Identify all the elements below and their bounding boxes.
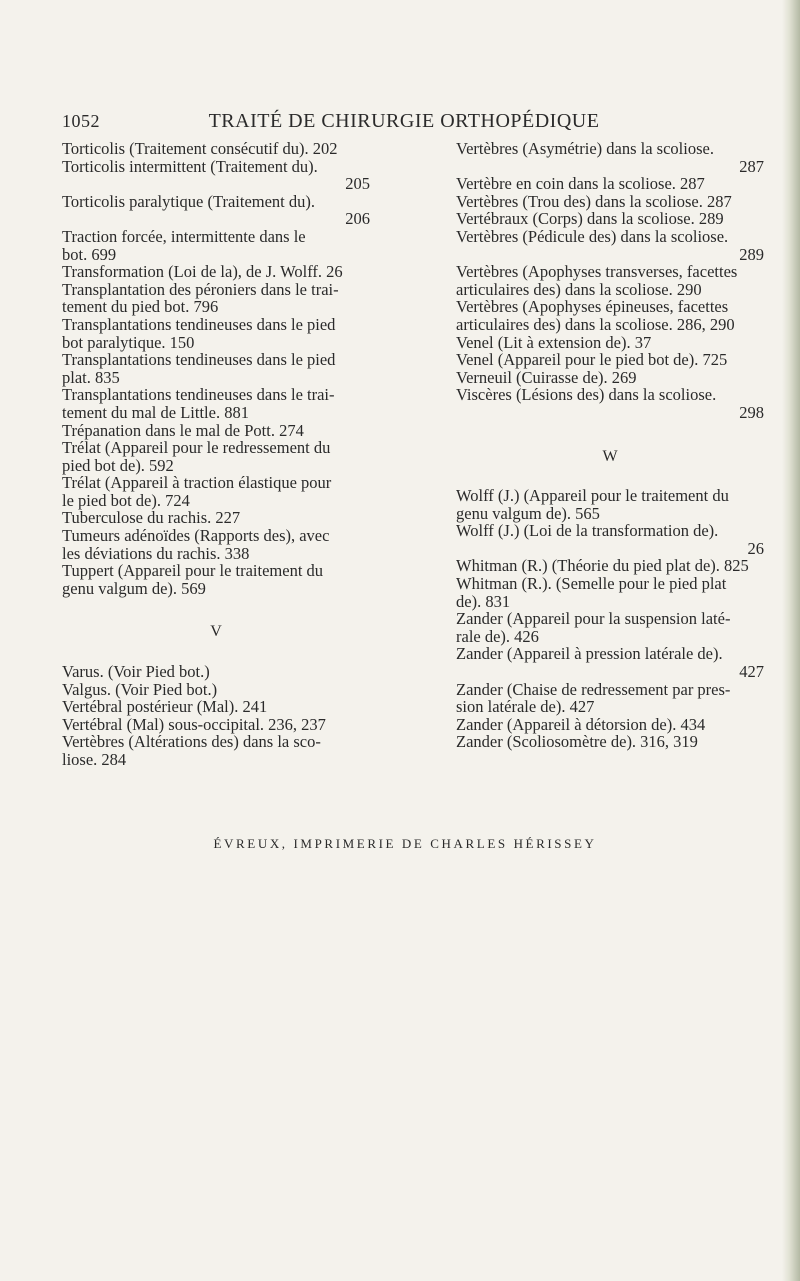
index-entry: [62, 474, 370, 509]
index-entry-line: Tuberculose du rachis. 227: [62, 508, 241, 528]
index-entry: [456, 263, 764, 298]
index-entry-line: Transplantation des péroniers dans le trai-: [62, 279, 339, 299]
index-entry: [456, 386, 764, 421]
index-entry-line: bot. 699: [62, 244, 117, 264]
index-entry-line: Transplantations tendineuses dans le pied: [62, 314, 336, 334]
index-entry-line: Torticolis intermittent (Traitement du).: [62, 156, 318, 176]
index-entry-line: Whitman (R.). (Semelle pour le pied plat: [456, 574, 727, 594]
index-entry-line: Vertèbre en coin dans la scoliose. 287: [456, 174, 705, 194]
index-entry-line: Whitman (R.) (Théorie du pied plat de). 825: [456, 556, 749, 576]
index-entry-line: bot paralytique. 150: [62, 332, 195, 352]
index-entry-line: plat. 835: [62, 367, 120, 387]
index-entry-line: articulaires des) dans la scoliose. 290: [456, 279, 702, 299]
index-entry-line: Venel (Appareil pour le pied bot de). 725: [456, 350, 728, 370]
index-entry: [62, 439, 370, 474]
index-entry: [456, 351, 764, 369]
section-letter-v: V: [210, 623, 222, 641]
index-entry: [456, 369, 764, 387]
section-letter-w: W: [602, 447, 618, 465]
index-entry: [456, 575, 764, 610]
index-entry-line: Transplantations tendineuses dans le pied: [62, 350, 336, 370]
index-entry: [62, 681, 370, 699]
index-entry: [62, 716, 370, 734]
index-entry: [456, 522, 764, 557]
index-entry: [456, 210, 764, 228]
index-entry: [456, 175, 764, 193]
index-entry-line: Tumeurs adénoïdes (Rapports des), avec: [62, 526, 330, 546]
index-column-left: [62, 140, 370, 769]
index-entry-line: Vertèbres (Altérations des) dans la sco-: [62, 732, 321, 752]
index-entry-line: Traction forcée, intermittente dans le: [62, 226, 306, 246]
printer-imprint: ÉVREUX, IMPRIMERIE DE CHARLES HÉRISSEY: [213, 836, 597, 851]
index-entry-line: Vertébral (Mal) sous-occipital. 236, 237: [62, 714, 326, 734]
index-entry-line: articulaires des) dans la scoliose. 286, 290: [456, 314, 735, 334]
index-entry-line: Vertèbres (Apophyses transverses, facettes: [456, 262, 738, 282]
index-list-v: [62, 663, 370, 769]
index-entry: [456, 334, 764, 352]
index-entry: [62, 663, 370, 681]
index-entry: [62, 698, 370, 716]
index-entry-line: rale de). 426: [456, 626, 539, 646]
index-entry: [456, 716, 764, 734]
index-entry: [62, 281, 370, 316]
index-entry-line: sion latérale de). 427: [456, 697, 595, 717]
index-entry-line: Wolff (J.) (Appareil pour le traitement du: [456, 486, 729, 506]
index-entry-line: Zander (Appareil à pression latérale de).: [456, 644, 723, 664]
index-entry: [456, 140, 764, 175]
index-entry-line: Varus. (Voir Pied bot.): [62, 662, 210, 682]
index-entry-line: Torticolis (Traitement consécutif du). 202: [62, 139, 338, 158]
index-entry: [456, 610, 764, 645]
index-entry-line: 427: [739, 662, 764, 682]
index-list-w-z: [456, 487, 764, 751]
index-entry: [62, 140, 370, 158]
page-number: 1052: [62, 111, 100, 131]
index-entry-line: liose. 284: [62, 750, 127, 769]
index-list-v-continued: [456, 140, 764, 422]
index-entry-line: Torticolis paralytique (Traitement du).: [62, 191, 316, 211]
index-entry-line: Tuppert (Appareil pour le traitement du: [62, 561, 324, 581]
index-entry: [62, 509, 370, 527]
index-entry-line: Trépanation dans le mal de Pott. 274: [62, 420, 304, 440]
index-entry-line: 289: [739, 244, 764, 264]
index-entry-line: Valgus. (Voir Pied bot.): [62, 679, 218, 699]
index-entry-line: Vertèbres (Asymétrie) dans la scoliose.: [456, 139, 714, 158]
index-entry-line: 26: [747, 538, 764, 558]
index-entry: [456, 487, 764, 522]
index-entry: [456, 645, 764, 680]
index-entry-line: Zander (Chaise de redressement par pres-: [456, 679, 731, 699]
index-entry-line: Vertèbres (Apophyses épineuses, facettes: [456, 297, 729, 317]
index-entry: [456, 557, 764, 575]
index-entry: [62, 228, 370, 263]
index-entry-line: tement du mal de Little. 881: [62, 402, 249, 422]
index-entry-line: Vertèbres (Pédicule des) dans la scoliose.: [456, 226, 729, 246]
index-entry: [62, 562, 370, 597]
index-entry-line: 287: [739, 156, 764, 176]
page-header: [62, 110, 748, 133]
index-entry-line: Zander (Scoliosomètre de). 316, 319: [456, 732, 698, 752]
index-list-t: [62, 140, 370, 597]
index-entry-line: Transformation (Loi de la), de J. Wolff. 26: [62, 262, 343, 282]
index-entry-line: genu valgum de). 565: [456, 503, 600, 523]
index-entry: [456, 681, 764, 716]
index-entry-line: Viscères (Lésions des) dans la scoliose.: [456, 385, 717, 405]
index-entry-line: genu valgum de). 569: [62, 578, 206, 598]
index-entry-line: Trélat (Appareil à traction élastique pour: [62, 473, 332, 493]
index-entry-line: Vertébraux (Corps) dans la scoliose. 289: [456, 209, 724, 229]
index-entry-line: 206: [345, 209, 370, 229]
index-entry: [62, 422, 370, 440]
index-entry: [456, 228, 764, 263]
index-entry: [62, 158, 370, 193]
index-entry: [62, 316, 370, 351]
index-entry-line: Vertébral postérieur (Mal). 241: [62, 697, 268, 717]
index-entry-line: pied bot de). 592: [62, 455, 174, 475]
index-entry-line: les déviations du rachis. 338: [62, 543, 250, 563]
index-entry: [456, 298, 764, 333]
index-entry: [62, 527, 370, 562]
running-title: TRAITÉ DE CHIRURGIE ORTHOPÉDIQUE: [208, 110, 600, 132]
index-entry: [456, 193, 764, 211]
index-entry: [62, 263, 370, 281]
index-entry-line: Transplantations tendineuses dans le trai-: [62, 385, 335, 405]
index-entry-line: Verneuil (Cuirasse de). 269: [456, 367, 637, 387]
index-entry-line: 205: [345, 174, 370, 194]
index-entry-line: 298: [739, 402, 764, 422]
index-entry-line: Wolff (J.) (Loi de la transformation de).: [456, 521, 719, 541]
index-entry-line: Vertèbres (Trou des) dans la scoliose. 287: [456, 191, 732, 211]
page-edge-shadow: [782, 0, 800, 1281]
index-entry: [62, 733, 370, 768]
index-entry: [62, 386, 370, 421]
index-entry: [62, 351, 370, 386]
index-column-right: [456, 140, 764, 751]
index-entry-line: le pied bot de). 724: [62, 490, 190, 510]
index-entry-line: Trélat (Appareil pour le redressement du: [62, 438, 331, 458]
index-entry-line: de). 831: [456, 591, 511, 611]
index-entry: [456, 733, 764, 751]
index-entry: [62, 193, 370, 228]
index-entry-line: Zander (Appareil à détorsion de). 434: [456, 714, 706, 734]
index-entry-line: Venel (Lit à extension de). 37: [456, 332, 652, 352]
index-entry-line: Zander (Appareil pour la suspension laté-: [456, 609, 731, 629]
index-entry-line: tement du pied bot. 796: [62, 297, 219, 317]
